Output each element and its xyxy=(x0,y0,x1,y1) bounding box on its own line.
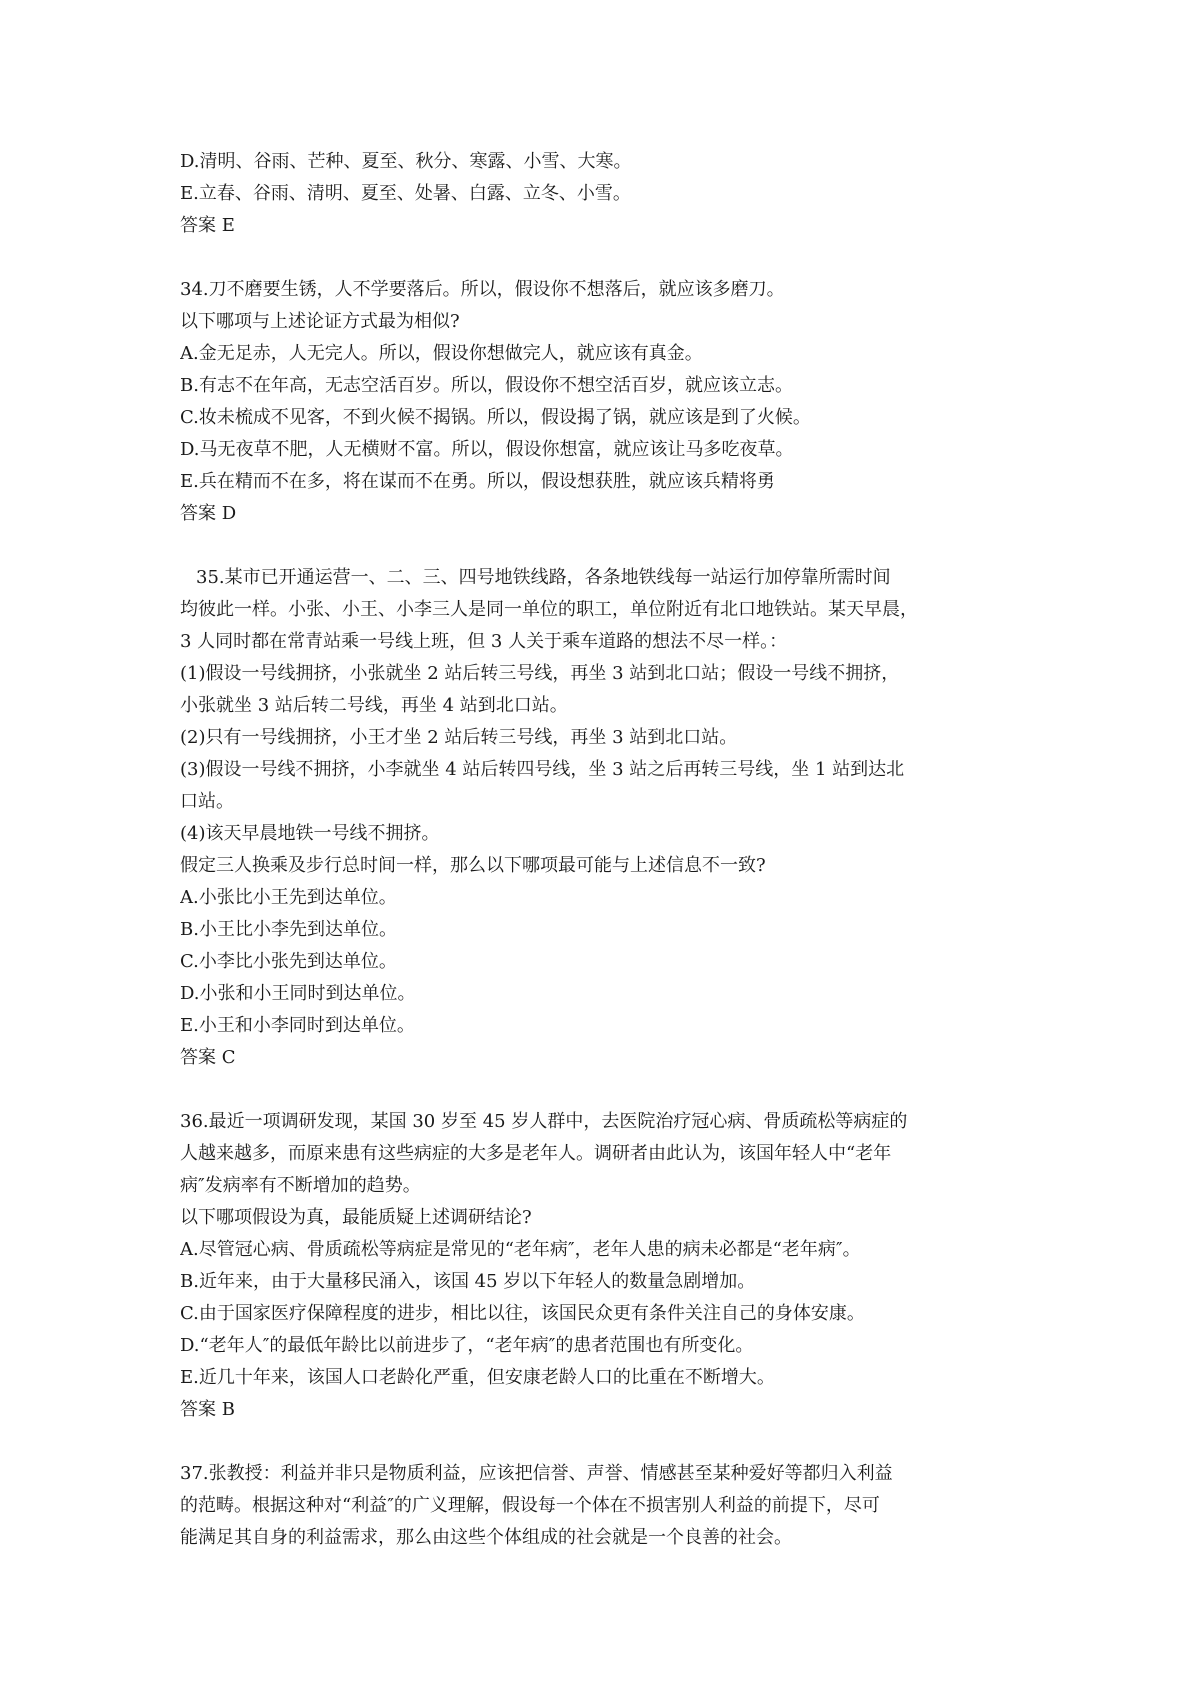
q35-condition-4: (4)该天早晨地铁一号线不拥挤。 xyxy=(180,823,440,844)
q34-option-d: D.马无夜草不肥，人无横财不富。所以，假设你想富，就应该让马多吃夜草。 xyxy=(180,439,794,460)
q35-condition-3-line-1: (3)假设一号线不拥挤，小李就坐 4 站后转四号线，坐 3 站之后再转三号线，坐 1 站到达北 xyxy=(180,759,905,780)
q37-stem-line-2: 的范畴。根据这种对“利益″的广义理解，假设每一个体在不损害别人利益的前提下，尽可 xyxy=(180,1495,880,1516)
q36-stem-line-1: 36.最近一项调研发现，某国 30 岁至 45 岁人群中，去医院治疗冠心病、骨质疏松等病症的 xyxy=(180,1111,908,1132)
paragraph-gap xyxy=(180,1426,1030,1458)
q35-condition-3-line-2: 口站。 xyxy=(180,791,234,812)
paragraph-gap xyxy=(180,1074,1030,1106)
q34-question: 以下哪项与上述论证方式最为相似? xyxy=(180,311,460,332)
q35-option-d: D.小张和小王同时到达单位。 xyxy=(180,983,416,1004)
q35-question: 假定三人换乘及步行总时间一样，那么以下哪项最可能与上述信息不一致? xyxy=(180,855,766,876)
q36-stem-line-3: 病″发病率有不断增加的趋势。 xyxy=(180,1175,421,1196)
q36-option-e: E.近几十年来，该国人口老龄化严重，但安康老龄人口的比重在不断增大。 xyxy=(180,1367,775,1388)
q36-option-d: D.“老年人″的最低年龄比以前进步了，“老年病″的患者范围也有所变化。 xyxy=(180,1335,754,1356)
document-page xyxy=(180,146,1030,1554)
q35-option-e: E.小王和小李同时到达单位。 xyxy=(180,1015,415,1036)
q36-question: 以下哪项假设为真，最能质疑上述调研结论? xyxy=(180,1207,532,1228)
q34-stem: 34.刀不磨要生锈，人不学要落后。所以，假设你不想落后，就应该多磨刀。 xyxy=(180,279,785,300)
q36-option-a: A.尽管冠心病、骨质疏松等病症是常见的“老年病″，老年人患的病未必都是“老年病″。 xyxy=(180,1239,861,1260)
q36-option-c: C.由于国家医疗保障程度的进步，相比以往，该国民众更有条件关注自己的身体安康。 xyxy=(180,1303,865,1324)
q35-condition-1-line-2: 小张就坐 3 站后转二号线，再坐 4 站到北口站。 xyxy=(180,695,568,716)
q35-stem-line-3: 3 人同时都在常青站乘一号线上班，但 3 人关于乘车道路的想法不尽一样。： xyxy=(180,631,788,652)
q34-option-a: A.金无足赤，人无完人。所以，假设你想做完人，就应该有真金。 xyxy=(180,343,703,364)
q36-stem-line-2: 人越来越多，而原来患有这些病症的大多是老年人。调研者由此认为，该国年轻人中“老年 xyxy=(180,1143,892,1164)
q34-option-e: E.兵在精而不在多，将在谋而不在勇。所以，假设想获胜，就应该兵精将勇 xyxy=(180,471,775,492)
q34-answer: 答案 D xyxy=(180,503,237,524)
q37-stem-line-3: 能满足其自身的利益需求，那么由这些个体组成的社会就是一个良善的社会。 xyxy=(180,1527,792,1548)
q33-answer: 答案 E xyxy=(180,215,235,236)
q35-option-a: A.小张比小王先到达单位。 xyxy=(180,887,397,908)
q34-option-b: B.有志不在年高，无志空活百岁。所以，假设你不想空活百岁，就应该立志。 xyxy=(180,375,793,396)
q37-stem-line-1: 37.张教授：利益并非只是物质利益，应该把信誉、声誉、情感甚至某种爱好等都归入利益 xyxy=(180,1463,893,1484)
q35-stem-line-1: 35.某市已开通运营一、二、三、四号地铁线路，各条地铁线每一站运行加停靠所需时间 xyxy=(196,567,891,588)
q35-stem-line-2: 均彼此一样。小张、小王、小李三人是同一单位的职工，单位附近有北口地铁站。某天早晨， xyxy=(180,599,918,620)
paragraph-gap xyxy=(180,530,1030,562)
q33-option-d: D.清明、谷雨、芒种、夏至、秋分、寒露、小雪、大寒。 xyxy=(180,151,632,172)
q36-answer: 答案 B xyxy=(180,1399,235,1420)
q35-condition-1-line-1: (1)假设一号线拥挤，小张就坐 2 站后转三号线，再坐 3 站到北口站；假设一号线不拥挤， xyxy=(180,663,900,684)
q36-option-b: B.近年来，由于大量移民涌入，该国 45 岁以下年轻人的数量急剧增加。 xyxy=(180,1271,756,1292)
paragraph-gap xyxy=(180,242,1030,274)
q35-option-c: C.小李比小张先到达单位。 xyxy=(180,951,397,972)
q35-option-b: B.小王比小李先到达单位。 xyxy=(180,919,397,940)
q35-condition-2: (2)只有一号线拥挤，小王才坐 2 站后转三号线，再坐 3 站到北口站。 xyxy=(180,727,738,748)
q34-option-c: C.妆未梳成不见客，不到火候不揭锅。所以，假设揭了锅，就应该是到了火候。 xyxy=(180,407,811,428)
q33-option-e: E.立春、谷雨、清明、夏至、处暑、白露、立冬、小雪。 xyxy=(180,183,631,204)
q35-answer: 答案 C xyxy=(180,1047,236,1068)
